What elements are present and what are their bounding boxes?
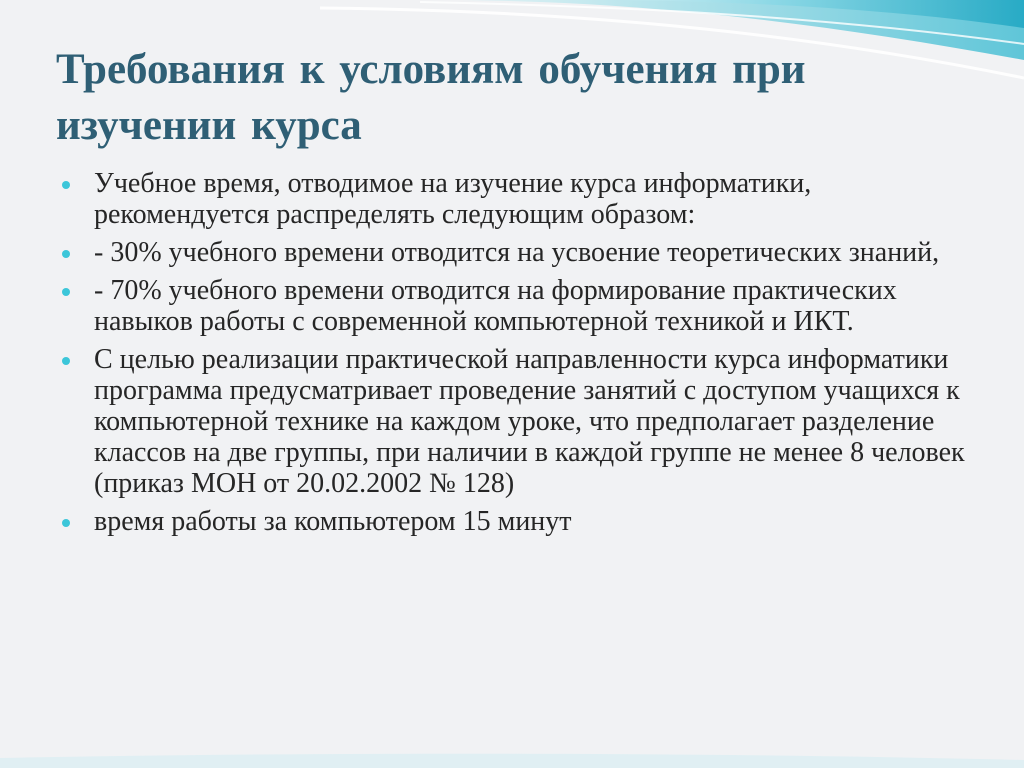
list-item	[62, 168, 982, 230]
bullet-text: Учебное время, отводимое на изучение курса информатики, рекомендуется распределять следующим образом:	[94, 168, 812, 230]
list-item	[62, 344, 982, 499]
bullet-text: - 70% учебного времени отводится на формирование практических навыков работы с современной компьютерной техникой и ИКТ.	[94, 275, 897, 337]
bullet-dot-icon	[62, 519, 70, 527]
bullet-text: - 30% учебного времени отводится на усвоение теоретических знаний,	[94, 237, 940, 268]
list-item	[62, 275, 982, 337]
bullet-text: С целью реализации практической направленности курса информатики программа предусматривает проведение занятий с доступом учащихся к компьютерной технике на каждом уроке, что предполагает разделение классов на две группы, при наличии в каждой группе не менее 8 человек (приказ МОН от 20.02.2002 № 128)	[94, 344, 965, 499]
slide-title: Требования к условиям обучения при изучении курса	[56, 46, 806, 149]
list-item	[62, 506, 982, 537]
bullet-dot-icon	[62, 288, 70, 296]
bullet-list	[62, 168, 982, 544]
list-item	[62, 237, 982, 268]
bullet-dot-icon	[62, 181, 70, 189]
bullet-dot-icon	[62, 357, 70, 365]
bullet-dot-icon	[62, 250, 70, 258]
bullet-text: время работы за компьютером 15 минут	[94, 506, 572, 537]
